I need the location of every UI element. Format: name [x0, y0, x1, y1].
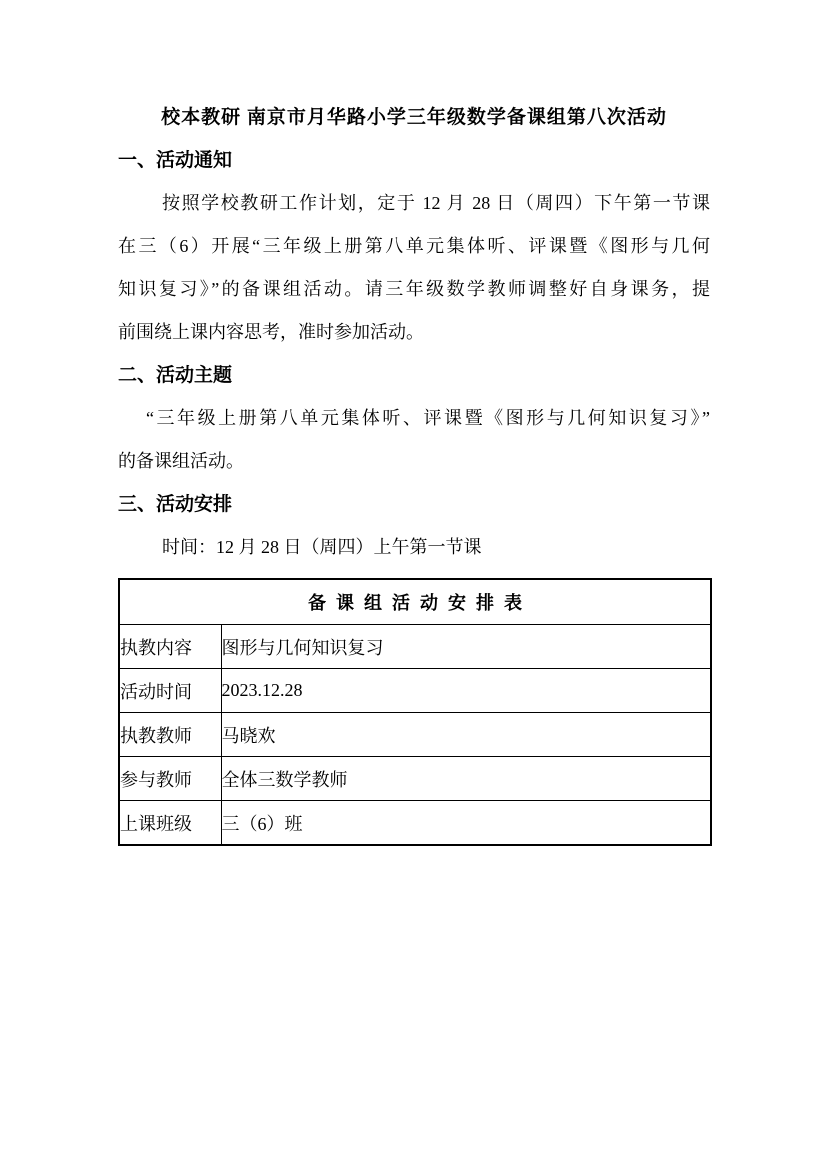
- row-label-activity-time: 活动时间: [119, 669, 221, 713]
- paragraph-1-line-4: 前围绕上课内容思考，准时参加活动。: [118, 322, 424, 342]
- row-label-participants: 参与教师: [119, 757, 221, 801]
- schedule-table: [118, 578, 712, 846]
- table-row: [119, 757, 711, 801]
- section-1-heading: 一、活动通知: [118, 150, 233, 171]
- table-title: 备课组活动安排表: [119, 579, 711, 625]
- document-content: [118, 96, 710, 846]
- paragraph-1-line-1: 按照学校教研工作计划，定于 12 月 28 日（周四）下午第一节课: [162, 193, 710, 213]
- table-row: [119, 625, 711, 669]
- paragraph-1-line-3: 知识复习》”的备课组活动。请三年级数学教师调整好自身课务，提: [118, 279, 710, 299]
- table-title-row: [119, 579, 711, 625]
- table-row: [119, 713, 711, 757]
- row-label-teacher: 执教教师: [119, 713, 221, 757]
- paragraph-2-line-1: “三年级上册第八单元集体听、评课暨《图形与几何知识复习》”: [146, 408, 710, 428]
- row-label-class: 上课班级: [119, 801, 221, 846]
- row-value-activity-time: 2023.12.28: [221, 669, 711, 713]
- row-value-teacher: 马晓欢: [221, 713, 711, 757]
- section-3-heading: 三、活动安排: [118, 494, 233, 515]
- row-value-teaching-content: 图形与几何知识复习: [221, 625, 711, 669]
- paragraph-1-line-2: 在三（6）开展“三年级上册第八单元集体听、评课暨《图形与几何: [118, 236, 710, 256]
- table-row: [119, 801, 711, 846]
- row-label-teaching-content: 执教内容: [119, 625, 221, 669]
- activity-time-line: 时间：12 月 28 日（周四）上午第一节课: [162, 537, 482, 557]
- paragraph-2-line-2: 的备课组活动。: [118, 451, 244, 471]
- table-row: [119, 669, 711, 713]
- document-title: 校本教研 南京市月华路小学三年级数学备课组第八次活动: [161, 107, 667, 128]
- row-value-participants: 全体三数学教师: [221, 757, 711, 801]
- section-2-heading: 二、活动主题: [118, 365, 233, 386]
- row-value-class: 三（6）班: [221, 801, 711, 846]
